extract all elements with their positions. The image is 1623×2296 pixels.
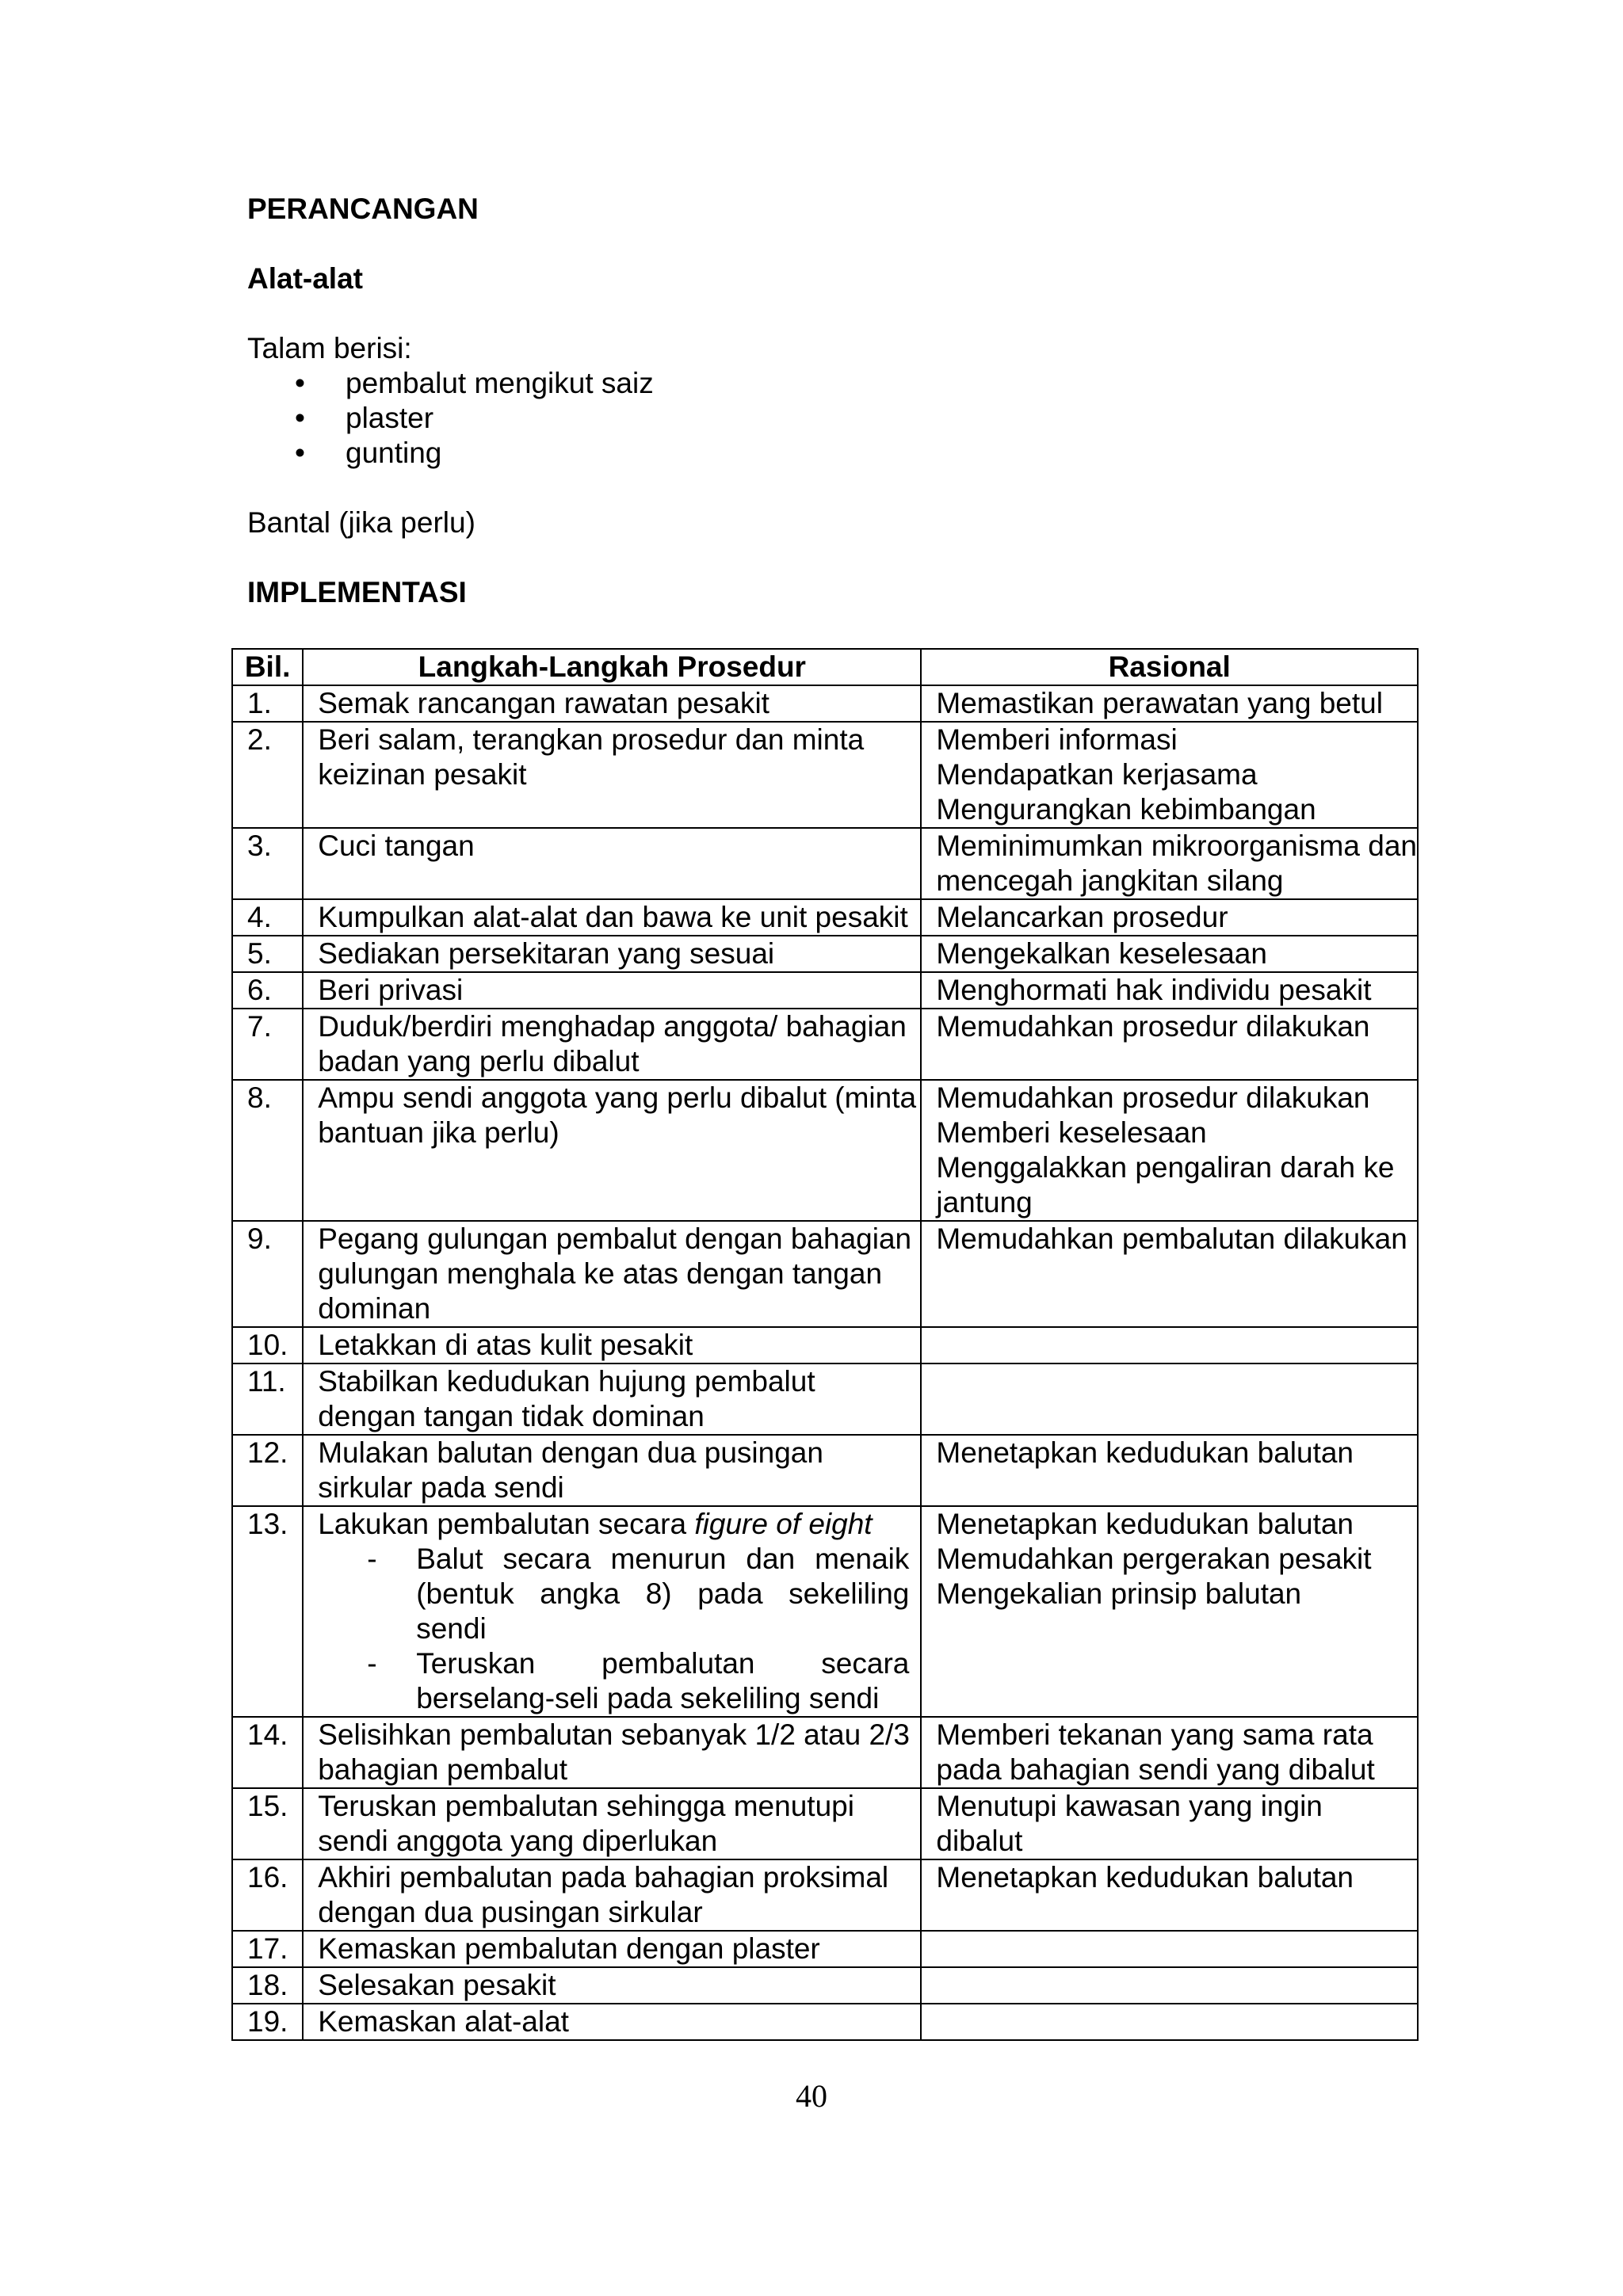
list-item: • pembalut mengikut saiz (295, 367, 654, 399)
row-number: 12. (232, 1435, 303, 1506)
table-row (232, 2004, 1418, 2040)
procedure-step: Teruskan pembalutan sehingga menutupi sendi anggota yang diperlukan (303, 1788, 921, 1859)
table-row (232, 1931, 1418, 1967)
row-number: 14. (232, 1717, 303, 1788)
row-number: 7. (232, 1009, 303, 1080)
table-row (232, 1363, 1418, 1435)
rational-cell (921, 1931, 1418, 1967)
step-text: Lakukan pembalutan secara (318, 1508, 695, 1540)
rational-cell (921, 1967, 1418, 2004)
table-row (232, 722, 1418, 828)
table-row (232, 1327, 1418, 1363)
row-number: 9. (232, 1221, 303, 1327)
procedure-step: Semak rancangan rawatan pesakit (303, 685, 921, 722)
sub-step: - Teruskan pembalutan secara berselang-seli pada sekeliling sendi (367, 1647, 910, 1714)
procedure-step: Stabilkan kedudukan hujung pembalut dengan tangan tidak dominan (303, 1363, 921, 1435)
heading-perancangan: PERANCANGAN (247, 193, 479, 225)
intro-section (247, 192, 1420, 627)
table-row (232, 685, 1418, 722)
table-row (232, 1967, 1418, 2004)
procedure-step: Cuci tangan (303, 828, 921, 899)
rational-cell: Menetapkan kedudukan balutan (921, 1435, 1418, 1506)
heading-alat-alat: Alat-alat (247, 262, 363, 295)
step-italic-text: figure of eight (694, 1508, 873, 1540)
dash-marker: - (367, 1647, 377, 1680)
procedure-step: Kemaskan alat-alat (303, 2004, 921, 2040)
procedure-step: Sediakan persekitaran yang sesuai (303, 936, 921, 972)
table-row (232, 936, 1418, 972)
procedure-step: Kumpulkan alat-alat dan bawa ke unit pesakit (303, 899, 921, 936)
table-body (232, 685, 1418, 2040)
row-number: 2. (232, 722, 303, 828)
row-number: 5. (232, 936, 303, 972)
procedure-step: Akhiri pembalutan pada bahagian proksimal dengan dua pusingan sirkular (303, 1859, 921, 1931)
procedure-step: Pegang gulungan pembalut dengan bahagian gulungan menghala ke atas dengan tangan dominan (303, 1221, 921, 1327)
procedure-step: Mulakan balutan dengan dua pusingan sirkular pada sendi (303, 1435, 921, 1506)
header-langkah: Langkah-Langkah Prosedur (303, 649, 921, 685)
procedure-step: Beri privasi (303, 972, 921, 1009)
row-number: 17. (232, 1931, 303, 1967)
row-number: 11. (232, 1363, 303, 1435)
sub-step: - Balut secara menurun dan menaik (bentuk angka 8) pada sekeliling sendi (367, 1543, 910, 1645)
procedure-step: Beri salam, terangkan prosedur dan minta keizinan pesakit (303, 722, 921, 828)
rational-cell (921, 2004, 1418, 2040)
bullet-icon: • (295, 402, 305, 434)
list-item: • plaster (295, 402, 434, 434)
table-row (232, 1009, 1418, 1080)
header-bil: Bil. (232, 649, 303, 685)
list-item: • gunting (295, 437, 442, 469)
row-number: 13. (232, 1506, 303, 1717)
rational-cell: Menutupi kawasan yang ingin dibalut (921, 1788, 1418, 1859)
rational-cell: Menetapkan kedudukan balutan (921, 1859, 1418, 1931)
table-row (232, 828, 1418, 899)
procedure-step: Letakkan di atas kulit pesakit (303, 1327, 921, 1363)
row-number: 8. (232, 1080, 303, 1221)
row-number: 18. (232, 1967, 303, 2004)
table-row (232, 1435, 1418, 1506)
table-row (232, 1859, 1418, 1931)
procedure-step: Duduk/berdiri menghadap anggota/ bahagian badan yang perlu dibalut (303, 1009, 921, 1080)
rational-cell: Meminimumkan mikroorganisma dan mencegah jangkitan silang (921, 828, 1418, 899)
row-number: 15. (232, 1788, 303, 1859)
rational-cell: Memudahkan prosedur dilakukan (921, 1009, 1418, 1080)
procedure-table (231, 648, 1419, 2041)
row-number: 4. (232, 899, 303, 936)
table-row (232, 1506, 1418, 1717)
row-number: 6. (232, 972, 303, 1009)
row-number: 1. (232, 685, 303, 722)
header-rasional: Rasional (921, 649, 1418, 685)
table-row (232, 1788, 1418, 1859)
procedure-step: Ampu sendi anggota yang perlu dibalut (minta bantuan jika perlu) (303, 1080, 921, 1221)
row-number: 3. (232, 828, 303, 899)
rational-cell: Melancarkan prosedur (921, 899, 1418, 936)
bantal-text: Bantal (jika perlu) (247, 506, 475, 539)
rational-cell: Menghormati hak individu pesakit (921, 972, 1418, 1009)
rational-cell: Menetapkan kedudukan balutan Memudahkan pergerakan pesakit Mengekalian prinsip balutan (921, 1506, 1418, 1717)
row-number: 10. (232, 1327, 303, 1363)
rational-cell (921, 1363, 1418, 1435)
heading-implementasi: IMPLEMENTASI (247, 576, 467, 608)
procedure-step (303, 1506, 921, 1717)
procedure-step: Selisihkan pembalutan sebanyak 1/2 atau 2/3 bahagian pembalut (303, 1717, 921, 1788)
row-number: 19. (232, 2004, 303, 2040)
table-row (232, 1080, 1418, 1221)
row-number: 16. (232, 1859, 303, 1931)
table-row (232, 1717, 1418, 1788)
table-header-row (232, 649, 1418, 685)
rational-cell: Memudahkan pembalutan dilakukan (921, 1221, 1418, 1327)
table-row (232, 972, 1418, 1009)
talam-intro: Talam berisi: (247, 332, 412, 364)
rational-cell: Memudahkan prosedur dilakukan Memberi keselesaan Menggalakkan pengaliran darah ke jantung (921, 1080, 1418, 1221)
procedure-step: Selesakan pesakit (303, 1967, 921, 2004)
talam-list (247, 366, 1420, 471)
rational-cell: Memberi informasi Mendapatkan kerjasama Mengurangkan kebimbangan (921, 722, 1418, 828)
sub-step-list (318, 1542, 920, 1716)
bullet-icon: • (295, 367, 305, 399)
page-number: 40 (796, 2078, 827, 2114)
table-row (232, 1221, 1418, 1327)
table-row (232, 899, 1418, 936)
rational-cell: Mengekalkan keselesaan (921, 936, 1418, 972)
dash-marker: - (367, 1543, 377, 1575)
procedure-step: Kemaskan pembalutan dengan plaster (303, 1931, 921, 1967)
bullet-icon: • (295, 437, 305, 469)
rational-cell: Memastikan perawatan yang betul (921, 685, 1418, 722)
rational-cell: Memberi tekanan yang sama rata pada bahagian sendi yang dibalut (921, 1717, 1418, 1788)
rational-cell (921, 1327, 1418, 1363)
